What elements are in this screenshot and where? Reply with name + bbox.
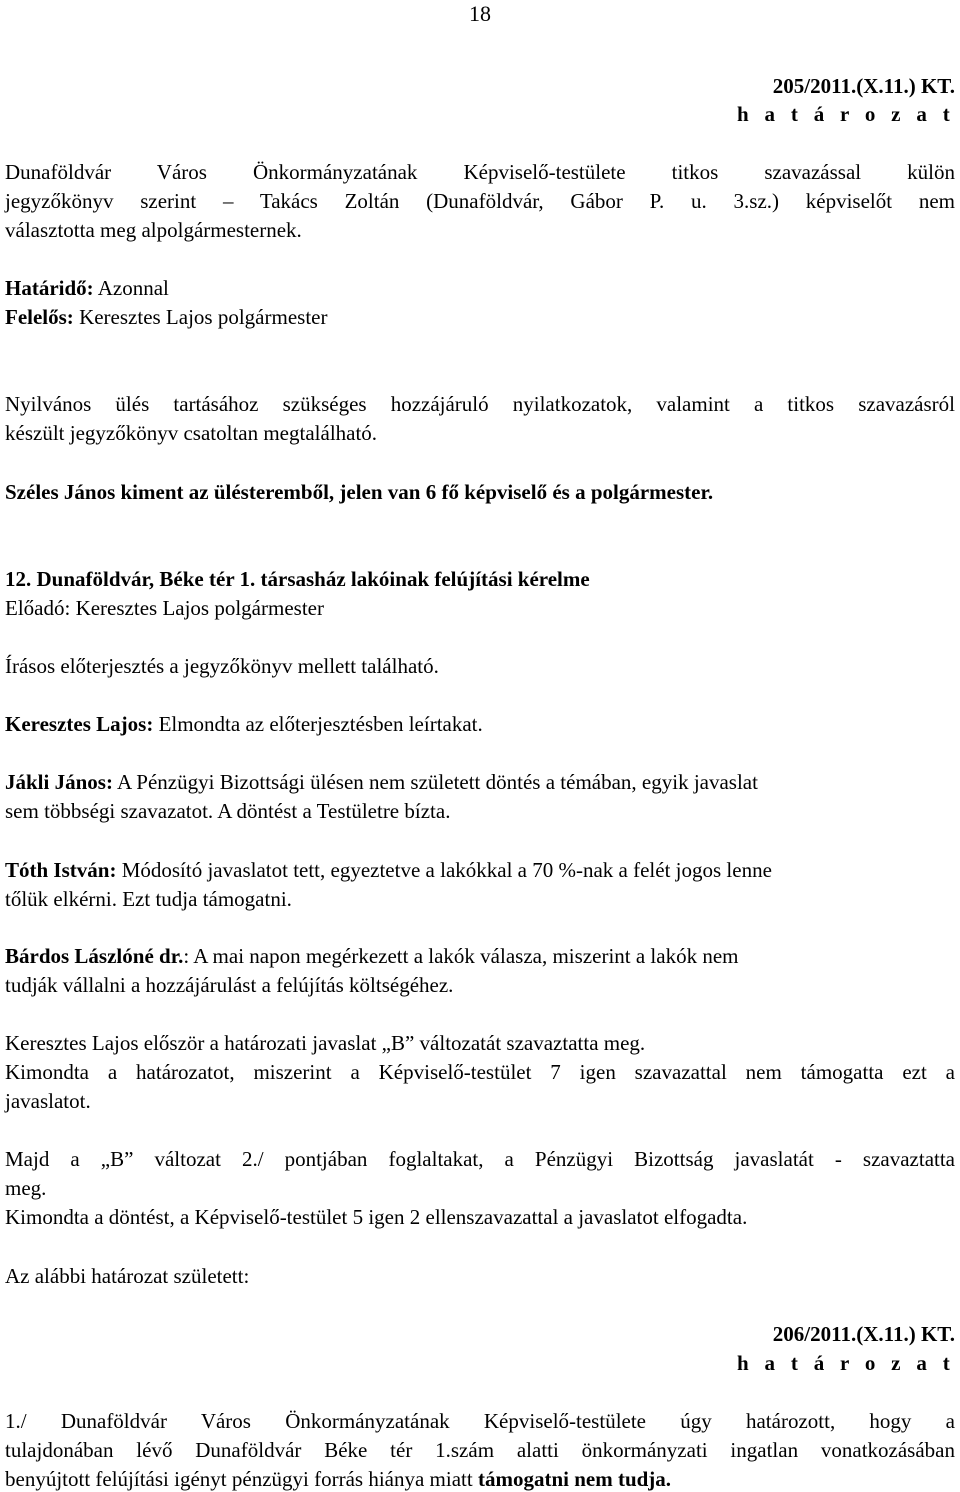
speaker-name: Tóth István: [5, 858, 117, 882]
page-number: 18 [469, 1, 491, 26]
resolution-text-line: tulajdonában lévő Dunaföldvár Béke tér 1.szám alatti önkormányzati ingatlan vonatkozásában [5, 1438, 955, 1462]
leave-notice: Széles János kiment az ülésteremből, jelen van 6 fő képviselő és a polgármester. [5, 480, 714, 504]
resolution-decision: támogatni nem tudja. [477, 1467, 672, 1491]
responsible-value: Keresztes Lajos polgármester [73, 305, 328, 329]
responsible-label: Felelős: [5, 305, 74, 329]
note-line: készült jegyzőkönyv csatoltan megtalálható. [5, 421, 378, 445]
vote-line: Kimondta a döntést, a Képviselő-testület 5 igen 2 ellenszavazattal a javaslatot elfogadta. [5, 1205, 748, 1229]
speaker-text: Módosító javaslatot tett, egyeztetve a lakókkal a 70 %-nak a felét jogos lenne [116, 858, 772, 882]
responsible-line [5, 305, 327, 329]
vote-line: Kimondta a határozatot, miszerint a Képviselő-testület 7 igen szavazattal nem támogatta ezt a [5, 1060, 955, 1084]
resolution-text: benyújtott felújítási igényt pénzügyi forrás hiánya miatt [5, 1467, 478, 1491]
vote-line: Majd a „B” változat 2./ pontjában foglaltakat, a Pénzügyi Bizottság javaslatát - szavaztatta [5, 1147, 955, 1171]
speaker-colon: : [183, 944, 190, 968]
resolution-intro: Az alábbi határozat született: [5, 1264, 250, 1288]
speaker-bardos [5, 944, 739, 968]
resolution-number: 206/2011.(X.11.) KT. [772, 1322, 955, 1346]
speaker-text-continued: tudják vállalni a hozzájárulást a felújítás költségéhez. [5, 973, 454, 997]
speaker-name: Bárdos Lászlóné dr. [5, 944, 184, 968]
deadline-label: Határidő: [5, 276, 94, 300]
speaker-keresztes [5, 712, 483, 736]
speaker-name: Jákli János: [5, 770, 113, 794]
vote-line: meg. [5, 1176, 47, 1200]
agenda-title: 12. Dunaföldvár, Béke tér 1. társasház lakóinak felújítási kérelme [5, 567, 590, 591]
resolution-text-line: jegyzőkönyv szerint – Takács Zoltán (Dunaföldvár, Gábor P. u. 3.sz.) képviselőt nem [5, 189, 955, 213]
speaker-text-continued: tőlük elkérni. Ezt tudja támogatni. [5, 887, 292, 911]
agenda-presenter: Előadó: Keresztes Lajos polgármester [5, 596, 324, 620]
resolution-text-line: választotta meg alpolgármesternek. [5, 218, 302, 242]
speaker-jakli [5, 770, 758, 794]
speaker-text: Elmondta az előterjesztésben leírtakat. [153, 712, 483, 736]
vote-line: javaslatot. [5, 1089, 91, 1113]
resolution-heading: h a t á r o z a t [736, 102, 955, 126]
resolution-text-line [5, 1467, 671, 1491]
note-line: Nyilvános ülés tartásához szükséges hozzájáruló nyilatkozatok, valamint a titkos szavazásról [5, 392, 955, 416]
deadline-line [5, 276, 169, 300]
resolution-number: 205/2011.(X.11.) KT. [772, 74, 955, 98]
speaker-text: A Pénzügyi Bizottsági ülésen nem született döntés a témában, egyik javaslat [112, 770, 758, 794]
resolution-text-line: Dunaföldvár Város Önkormányzatának Képviselő-testülete titkos szavazással külön [5, 160, 955, 184]
vote-line: Keresztes Lajos először a határozati javaslat „B” változatát szavaztatta meg. [5, 1031, 646, 1055]
agenda-written-note: Írásos előterjesztés a jegyzőkönyv mellett található. [5, 654, 439, 678]
speaker-name: Keresztes Lajos: [5, 712, 154, 736]
speaker-text-continued: sem többségi szavazatot. A döntést a Testületre bízta. [5, 799, 451, 823]
resolution-text-line: 1./ Dunaföldvár Város Önkormányzatának Képviselő-testülete úgy határozott, hogy a [5, 1409, 955, 1433]
speaker-text: A mai napon megérkezett a lakók válasza, miszerint a lakók nem [189, 944, 739, 968]
resolution-heading: h a t á r o z a t [736, 1351, 955, 1375]
speaker-toth [5, 858, 772, 882]
deadline-value: Azonnal [93, 276, 169, 300]
